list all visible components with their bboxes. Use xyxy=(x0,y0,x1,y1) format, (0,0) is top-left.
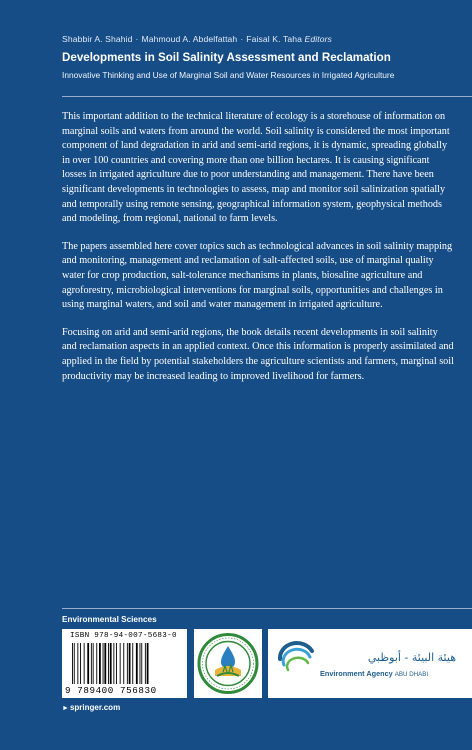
header-divider xyxy=(62,96,472,97)
isbn: ISBN 978-94-007-5683-0 xyxy=(70,632,177,640)
editor-separator: · xyxy=(135,34,139,44)
barcode-bar xyxy=(147,643,149,684)
editor-name: Shabbir A. Shahid xyxy=(62,34,133,44)
barcode-bar xyxy=(74,643,75,684)
editor-separator: · xyxy=(240,34,244,44)
barcode-bar xyxy=(72,643,73,684)
subject-category: Environmental Sciences xyxy=(62,615,157,624)
barcode-bar xyxy=(141,643,142,684)
barcode-bar xyxy=(104,643,106,684)
barcode-bar xyxy=(120,643,121,684)
barcode-bar xyxy=(116,643,117,684)
barcode-digits: 9 789400 756830 xyxy=(65,685,157,696)
society-seal-icon xyxy=(197,632,259,695)
environment-agency-logo-icon xyxy=(276,639,318,675)
agency-city: ABU DHABI xyxy=(394,671,429,678)
blurb-paragraph: Focusing on arid and semi-arid regions, the book details recent developments in soil salinity and reclamation aspects in an applied context. Once this information is properly assimilated and applied in the field by potential stakeholders the agriculture scientists and farmers, marginal soil productivity may be increased leading to improved livelihood for farmers. xyxy=(62,326,454,382)
barcode-bar xyxy=(140,643,141,684)
society-logo-panel xyxy=(194,629,262,698)
barcode-bar xyxy=(110,643,112,684)
barcode-bar xyxy=(108,643,109,684)
book-subtitle: Innovative Thinking and Use of Marginal Soil and Water Resources in Irrigated Agriculture xyxy=(62,70,395,80)
barcode-bar xyxy=(113,643,114,684)
publisher-website[interactable] xyxy=(62,703,120,712)
barcode-bar xyxy=(129,643,131,684)
barcode-bar xyxy=(96,643,97,684)
editors-role: Editors xyxy=(304,34,332,44)
agency-name-arabic: هيئة البيئة - أبوظبي xyxy=(367,651,456,664)
book-title: Developments in Soil Salinity Assessment and Reclamation xyxy=(62,51,391,64)
barcode-bar xyxy=(127,643,128,684)
footer-divider xyxy=(62,608,472,609)
environment-agency-logo-panel xyxy=(268,629,472,698)
editor-name: Faisal K. Taha xyxy=(246,34,302,44)
barcode-panel xyxy=(62,629,187,698)
blurb-paragraph: The papers assembled here cover topics such as technological advances in soil salinity mapping and monitoring, management and reclamation of salt-affected soils, use of marginal quality water for crop production, salt-tolerance mechanisms in plants, biosaline agriculture and agroforestry, microbiological interventions for marginal soils, opportunities and challenges in using marginal waters, and soil and water management in irrigated agriculture. xyxy=(62,240,453,311)
barcode-bar xyxy=(80,643,81,684)
barcode-bar xyxy=(99,643,101,684)
barcode-bar xyxy=(93,643,94,684)
blurb-paragraph: This important addition to the technical literature of ecology is a storehouse of information on marginal soils and waters from around the world. Soil salinity is considered the most important component of land degradation in arid and semi-arid regions, it is dynamic, spreading globally in over 100 countries and covering more than one billion hectares. It is causing significant losses in irrigated agriculture due to poor understanding and management. There have been significant developments in technologies to assess, map and monitor soil salinization spatially and temporally using remote sensing, geographical information system, geophysical methods and modeling, from regional, national to farm levels. xyxy=(62,111,450,225)
barcode-bar xyxy=(77,643,78,684)
website-url[interactable]: springer.com xyxy=(69,703,121,712)
barcode-bar xyxy=(84,643,85,684)
barcode-icon xyxy=(70,643,179,684)
barcode-bar xyxy=(91,643,92,684)
header xyxy=(62,34,462,80)
barcode-bar xyxy=(87,643,89,684)
barcode-bar xyxy=(136,643,138,684)
barcode-bar xyxy=(123,643,124,684)
arrow-right-icon: ► xyxy=(62,705,69,712)
barcode-bar xyxy=(103,643,104,684)
barcode-bar xyxy=(132,643,133,684)
blurb xyxy=(62,110,454,397)
editors-line xyxy=(62,34,462,44)
agency-name-english xyxy=(320,669,428,678)
editor-name: Mahmoud A. Abdelfattah xyxy=(141,34,238,44)
barcode-bar xyxy=(145,643,146,684)
agency-name: Environment Agency xyxy=(320,669,393,678)
